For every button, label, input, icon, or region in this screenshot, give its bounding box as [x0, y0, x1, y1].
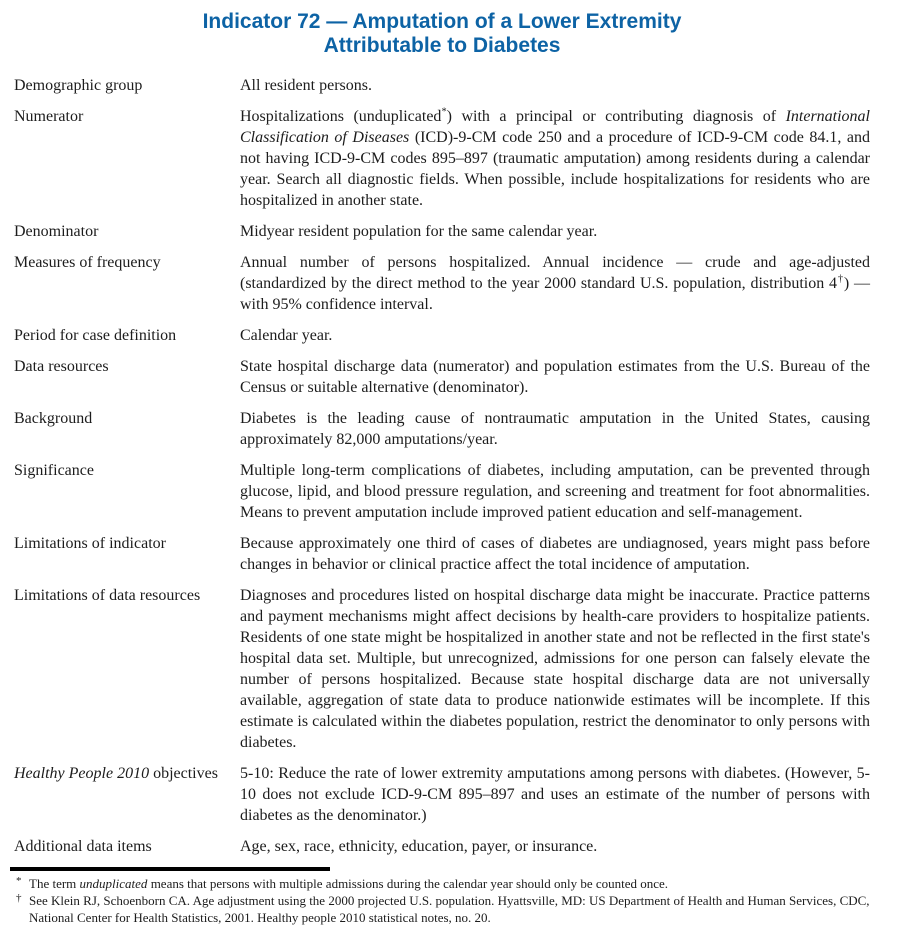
definition-row-0: [14, 75, 870, 96]
definition-row-2: [14, 221, 870, 242]
page-title: [14, 10, 870, 58]
footnote-text: See Klein RJ, Schoenborn CA. Age adjustment using the 2000 projected U.S. population. Hyattsville, MD: US Department of Health and Human Services, CDC, National Center for Health Statistics, 2001. Healthy people 2010 statistical notes, no. 20.: [29, 893, 870, 925]
footnote-item-1: [14, 892, 894, 926]
page-title-line-1: Indicator 72 — Amputation of a Lower Extremity: [202, 10, 682, 33]
definition-row-content: 5-10: Reduce the rate of lower extremity amputations among persons with diabetes. (However, 5-10 does not exclude ICD-9-CM 895–897 and uses an estimate of the number of persons with diabetes as the denominator.): [240, 765, 870, 824]
definition-list: [14, 75, 870, 857]
definition-row-label: Numerator: [14, 108, 84, 125]
definition-row-label: Denominator: [14, 223, 99, 240]
definition-row-label: Significance: [14, 462, 94, 479]
definition-row-content: Midyear resident population for the same calendar year.: [240, 223, 598, 240]
definition-row-6: [14, 408, 870, 450]
definition-row-label: Limitations of indicator: [14, 535, 166, 552]
definition-row-label: Period for case definition: [14, 327, 177, 344]
footnote-text: The term unduplicated means that persons with multiple admissions during the calendar year should only be counted once.: [29, 876, 669, 891]
definition-row-label: Limitations of data resources: [14, 587, 201, 604]
definition-row-content: Multiple long-term complications of diabetes, including amputation, can be prevented through glucose, lipid, and blood pressure regulation, and screening and treatment for foot abnormalities. Means to prevent amputation include improved patient education and self-management.: [240, 462, 870, 521]
definition-row-1: [14, 106, 870, 211]
footnote-divider-rule: [10, 867, 330, 871]
definition-row-content: Diabetes is the leading cause of nontraumatic amputation in the United States, causing approximately 82,000 amputations/year.: [240, 410, 870, 448]
definition-row-content: Hospitalizations (unduplicated*) with a principal or contributing diagnosis of International Classification of Diseases (ICD)-9-CM code 250 and a procedure of ICD-9-CM code 84.1, and not having ICD-9-CM codes 895–897 (traumatic amputation) among residents during a calendar year. Search all diagnostic fields. When possible, include hospitalizations for residents who are hospitalized in another state.: [240, 106, 871, 209]
footnotes-section: [14, 875, 894, 926]
definition-row-4: [14, 325, 870, 346]
definition-row-content: All resident persons.: [240, 77, 372, 94]
definition-row-11: [14, 836, 870, 857]
definition-row-10: [14, 763, 870, 826]
definition-row-7: [14, 460, 870, 523]
definition-row-content: Because approximately one third of cases of diabetes are undiagnosed, years might pass before changes in behavior or clinical practice affect the total incidence of amputation.: [240, 535, 870, 573]
definition-row-label: Data resources: [14, 358, 109, 375]
definition-row-label: Demographic group: [14, 77, 143, 94]
definition-row-label: Healthy People 2010 objectives: [14, 765, 218, 782]
footnote-marker: †: [16, 892, 22, 904]
page-title-line-2: Attributable to Diabetes: [323, 34, 561, 57]
definition-row-5: [14, 356, 870, 398]
definition-row-3: [14, 252, 870, 315]
definition-row-content: Age, sex, race, ethnicity, education, payer, or insurance.: [240, 838, 598, 855]
definition-row-8: [14, 533, 870, 575]
footnote-marker: *: [16, 875, 22, 887]
definition-row-label: Additional data items: [14, 838, 152, 855]
definition-row-label: Background: [14, 410, 93, 427]
definition-row-content: Calendar year.: [240, 327, 333, 344]
footnote-item-0: [14, 875, 894, 892]
definition-row-content: Annual number of persons hospitalized. Annual incidence — crude and age-adjusted (standardized by the direct method to the year 2000 standard U.S. population, distribution 4†) — with 95% confidence interval.: [240, 254, 870, 313]
definition-row-label: Measures of frequency: [14, 254, 161, 271]
definition-row-content: Diagnoses and procedures listed on hospital discharge data might be inaccurate. Practice patterns and payment mechanisms might affect decisions by health-care providers to hospitalize patients. Residents of one state might be hospitalized in another state and not be reflected in the first state's hospital data set. Multiple, but unrecognized, admissions for one person can falsely elevate the number of persons hospitalized. Because state hospital discharge data are not universally available, aggregation of state data to produce nationwide estimates will be incomplete. If this estimate is calculated within the diabetes population, restrict the denominator to only persons with diabetes.: [240, 587, 870, 751]
definition-row-9: [14, 585, 870, 753]
definition-row-content: State hospital discharge data (numerator) and population estimates from the U.S. Bureau of the Census or suitable alternative (denominator).: [240, 358, 870, 396]
